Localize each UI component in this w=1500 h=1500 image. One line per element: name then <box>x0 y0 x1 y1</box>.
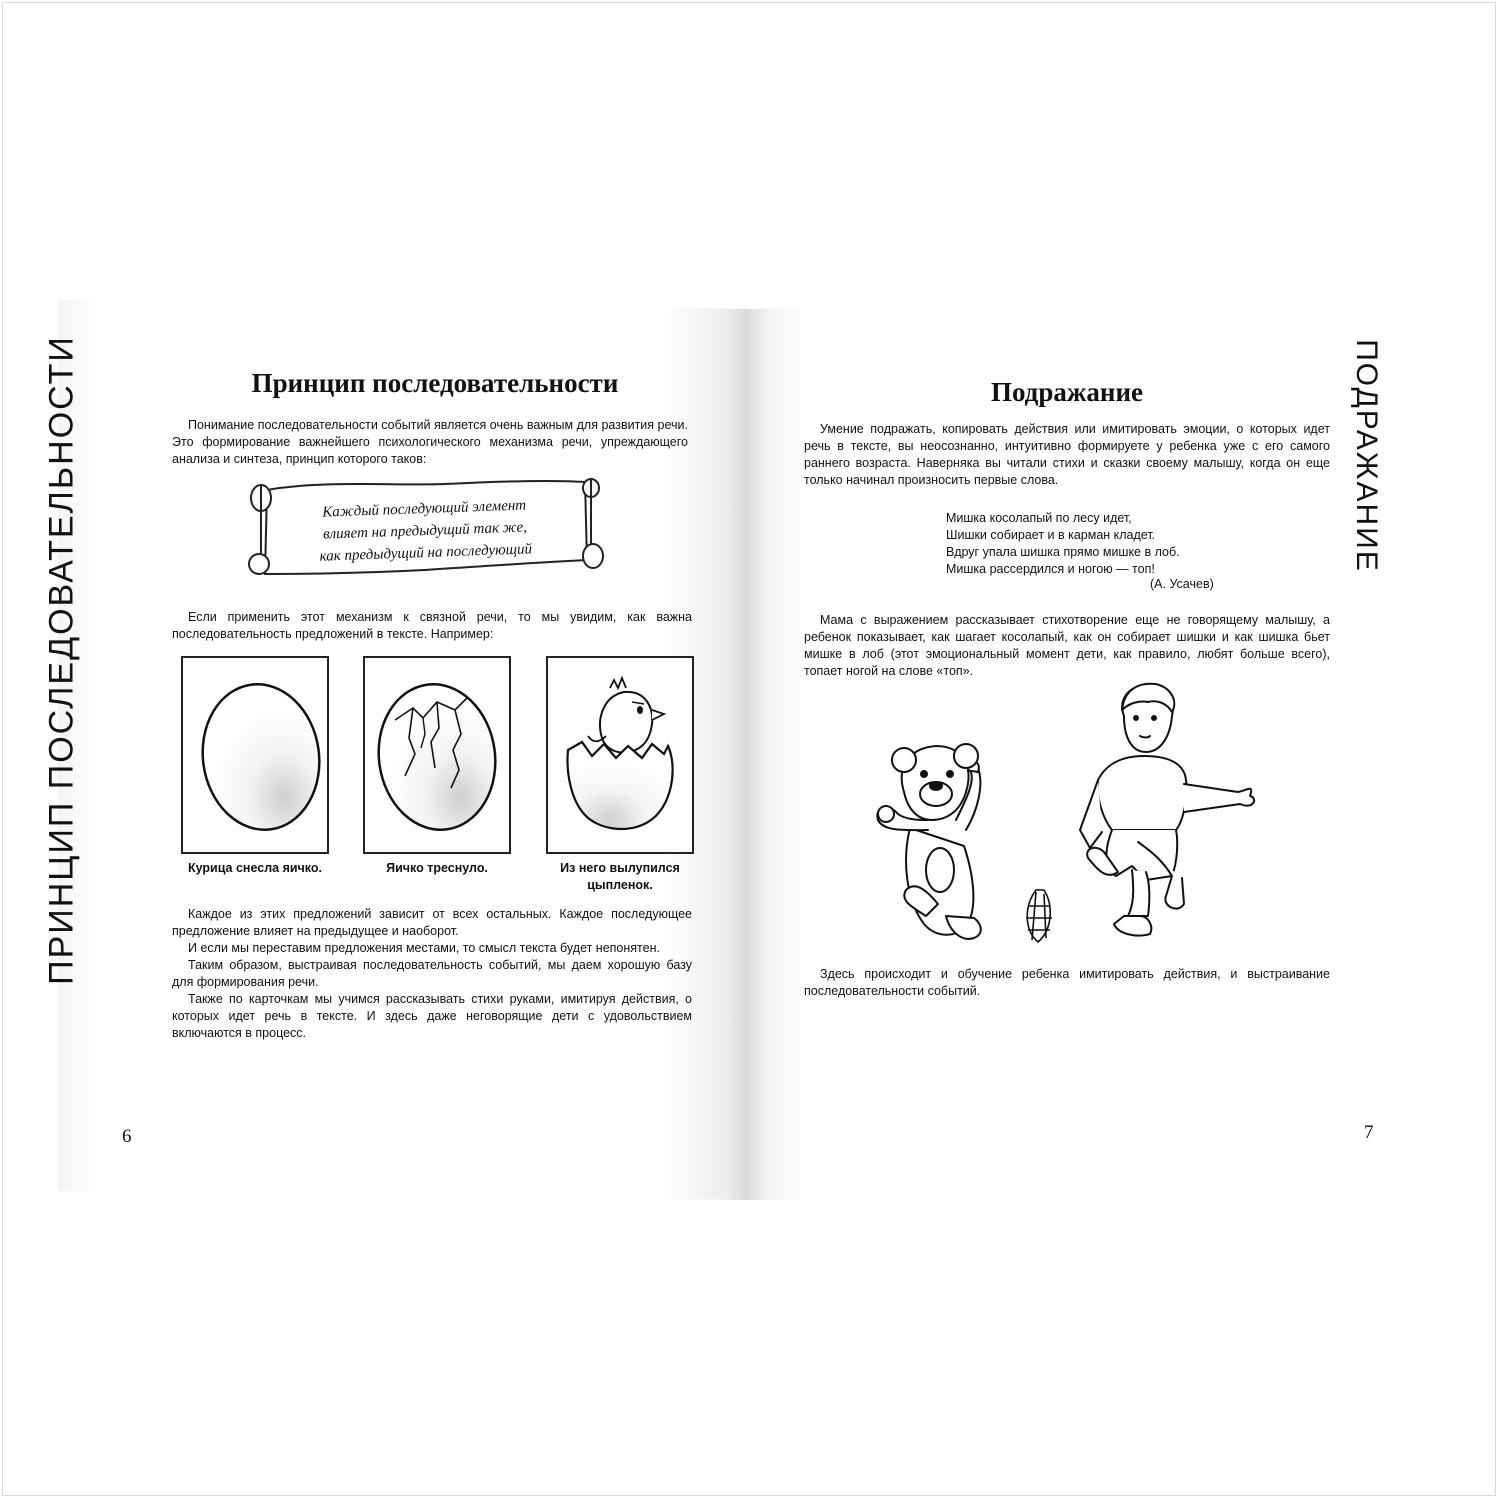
left-closing-1: Каждое из этих предложений зависит от всех остальных. Каждое последующее предложение влияет на предыдущее и наоборот. <box>172 907 692 938</box>
left-side-title: ПРИНЦИП ПОСЛЕДОВАТЕЛЬНОСТИ <box>42 335 81 985</box>
left-intro-text: Понимание последовательности событий является очень важным для развития речи. Это формирование важнейшего психологического механизма речи, упреждающего анализа и синтеза, принцип которого таков: <box>172 418 688 466</box>
poem <box>946 510 1180 578</box>
right-para2 <box>804 612 1330 680</box>
right-intro-text: Умение подражать, копировать действия или имитировать эмоции, о которых идет речь в тексте, вы неосознанно, интуитивно формируете у ребенка уже с его самого раннего возраста. Наверняка вы читали стихи и сказки своему малышу, когда он еще только начинал произносить первые слова. <box>804 422 1330 487</box>
poem-line-1: Мишка косолапый по лесу идет, <box>946 511 1132 525</box>
card-chick <box>546 656 694 854</box>
scroll-line-3: как предыдущий на последующий <box>319 541 533 565</box>
left-intro <box>172 417 688 468</box>
boy-icon <box>1080 684 1254 936</box>
right-page-number: 7 <box>1364 1122 1374 1143</box>
poem-line-4: Мишка рассердился и ногою — топ! <box>946 562 1155 576</box>
scroll-quote <box>289 493 561 568</box>
left-closing-2: И если мы переставим предложения местами, то смысл текста будет непонятен. <box>188 941 660 955</box>
poem-line-2: Шишки собирает и в карман кладет. <box>946 528 1156 542</box>
right-intro <box>804 421 1330 489</box>
left-page-heading: Принцип последовательности <box>251 368 619 398</box>
egg-icon <box>183 658 329 854</box>
left-closing-4: Также по карточкам мы учимся рассказывать стихи руками, имитируя действия, о которых идет речь в тексте. И здесь даже неговорящие дети с удовольствием включаются в процесс. <box>172 992 692 1040</box>
illustration <box>866 680 1266 955</box>
right-closing-text: Здесь происходит и обучение ребенка имитировать действия, и выстраивание последовательности событий. <box>804 967 1330 998</box>
card-caption-2: Яичко треснуло. <box>386 861 488 875</box>
left-para2 <box>172 609 692 643</box>
pinecone-icon <box>1026 890 1052 942</box>
bear-icon <box>877 744 980 939</box>
left-closing-3: Таким образом, выстраивая последовательность событий, мы даем хорошую базу для формирования речи. <box>172 958 692 989</box>
poem-line-3: Вдруг упала шишка прямо мишке в лоб. <box>946 545 1180 559</box>
card-caption-3: Из него вылупился цыпленок. <box>560 861 680 892</box>
right-page-heading: Подражание <box>990 377 1144 407</box>
card-egg <box>181 656 329 854</box>
chick-icon <box>548 658 694 854</box>
cracked-egg-icon <box>365 658 511 854</box>
right-para2-text: Мама с выражением рассказывает стихотворение еще не говорящему малышу, а ребенок показывает, как шагает косолапый, как он собирает шишки и как шишка бьет мишке в лоб (этот эмоциональный момент дети, как правило, любят больше всего), топает ногой на слове «топ». <box>804 613 1330 678</box>
card-caption-1: Курица снесла яичко. <box>187 861 323 875</box>
right-side-title: ПОДРАЖАНИЕ <box>1350 339 1383 573</box>
scroll-line-1: Каждый последующий элемент <box>322 497 527 521</box>
left-page-number: 6 <box>122 1126 132 1147</box>
right-closing <box>804 966 1330 1000</box>
left-para2-text: Если применить этот механизм к связной речи, то мы увидим, как важна последовательность предложений в тексте. Например: <box>172 610 692 641</box>
poem-author: (А. Усачев) <box>1150 577 1214 591</box>
left-closing <box>172 906 692 1042</box>
card-cracked-egg <box>363 656 511 854</box>
scroll-line-2: влияет на предыдущий так же, <box>322 519 528 543</box>
